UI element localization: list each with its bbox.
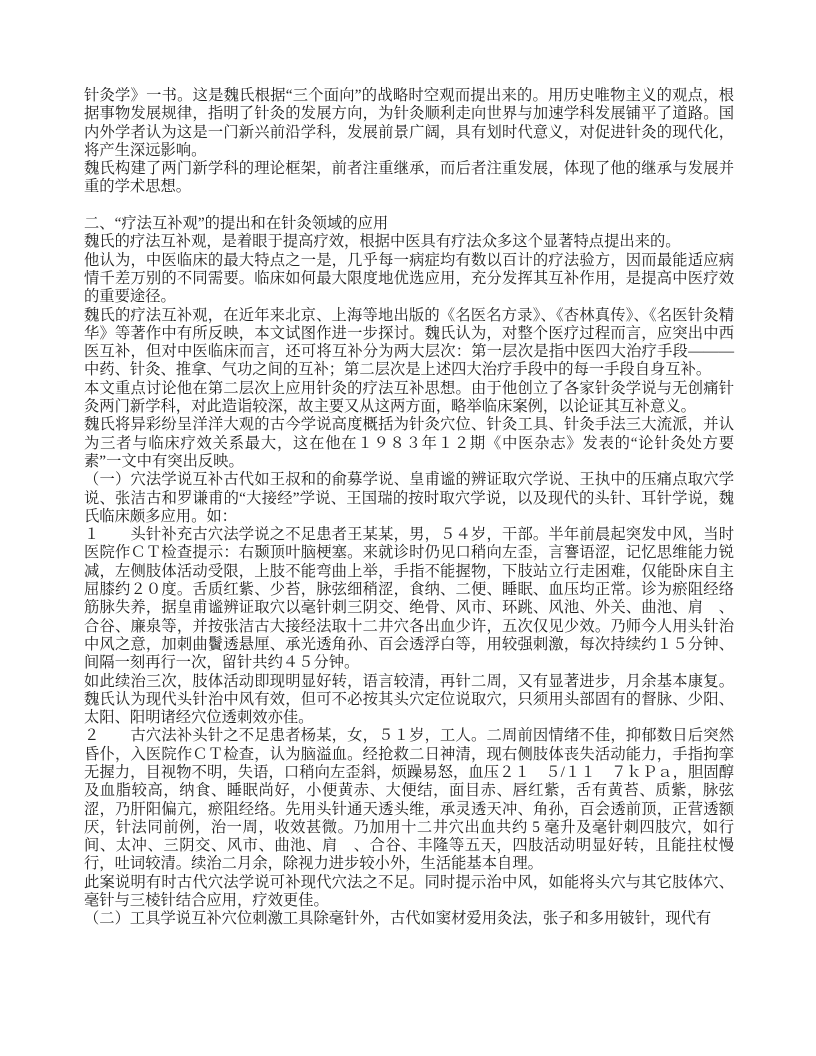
text-paragraph: 针灸学》一书。这是魏氏根据“三个面向”的战略时空观而提出来的。用历史唯物主义的观点，根据事物发展规律，指明了针灸的发展方向，为针灸顺利走向世界与加速学科发展铺平了道路。国内外学者认为这是一门新兴前沿学科，发展前景广阔，具有划时代意义，对促进针灸的现代化，将产生深远影响。	[84, 87, 734, 159]
text-paragraph: 此案说明有时古代穴法学说可补现代穴法之不足。同时提示治中风，如能将头穴与其它肢体穴、毫针与三棱针结合应用，疗效更佳。	[84, 873, 734, 910]
text-paragraph: 魏氏的疗法互补观，在近年来北京、上海等地出版的《名医名方录》、《杏林真传》、《名医针灸精华》等著作中有所反映，本文试图作进一步探讨。魏氏认为，对整个医疗过程而言，应突出中西医互补，但对中医临床而言，还可将互补分为两大层次：第一层次是指中医四大治疗手段———中药、针灸、推拿、气功之间的互补；第二层次是上述四大治疗手段中的每一手段自身互补。	[84, 306, 734, 379]
text-paragraph: 二、“疗法互补观”的提出和在针灸领域的应用	[84, 215, 389, 233]
blank-line	[84, 197, 734, 215]
text-paragraph: 魏氏的疗法互补观，是着眼于提高疗效，根据中医具有疗法众多这个显著特点提出来的。	[84, 233, 681, 251]
text-paragraph: （二）工具学说互补穴位刺激工具除毫针外，古代如窦材爱用灸法，张子和多用铍针，现代有	[84, 910, 712, 928]
text-paragraph: ２ 古穴法补头针之不足患者杨某，女，５１岁，工人。二周前因情绪不佳，抑郁数日后突然昏仆，入医院作ＣＴ检查，认为脑溢血。经抢救二日神清，现右侧肢体丧失活动能力，手指拘挛无握力，目视物不明，失语，口稍向左歪斜，烦躁易怒，血压２１ ５/１１ ７ｋＰａ，胆固醇及血脂较高，纳食、睡眠尚好，小便黄赤、大便结，面目赤、唇红紫，舌有黄苔、质紫，脉弦涩，乃肝阳偏亢，瘀阻经络。先用头针通天透头维，承灵透天冲、角孙，百会透前顶，正营透额厌，针法同前例，治一周，收效甚微。乃加用十二井穴出血共约 5 毫升及毫针刺四肢穴，如行间、太冲、三阴交、风市、曲池、肩 、合谷、丰隆等五天，四肢活动明显好转，且能拄杖慢行，吐词较清。续治二月余，除视力进步较小外，生活能基本自理。	[84, 727, 734, 873]
text-paragraph: １ 头针补充古穴法学说之不足患者王某某，男，５４岁，干部。半年前晨起突发中风，当时医院作ＣＴ检查提示：右颞顶叶脑梗塞。来就诊时仍见口稍向左歪，言謇语涩，记忆思维能力锐减，左侧肢体活动受限，上肢不能弯曲上举，手指不能握物，下肢站立行走困难，仅能卧床自主屈膝约２０度。舌质红紫、少苔，脉弦细稍涩，食纳、二便、睡眠、血压均正常。诊为瘀阻经络筋脉失养，据皇甫谧辨证取穴以毫针刺三阴交、绝骨、风市、环跳、风池、外关、曲池、肩 、合谷、廉泉等，并按张洁古大接经法取十二井穴各出血少许，五次仅见少效。乃师今人用头针治中风之意，加刺曲鬢透悬厘、承光透角孙、百会透浮白等，用较强刺激，每次持续约１５分钟、间隔一刻再行一次，留针共约４５分钟。	[84, 526, 734, 672]
text-paragraph: 他认为，中医临床的最大特点之一是，几乎每一病症均有数以百计的疗法验方，因而最能适应病情千差万别的不同需要。临床如何最大限度地优选应用，充分发挥其互补作用，是提高中医疗效的重要途径。	[84, 251, 734, 306]
text-paragraph: 魏氏将异彩纷呈洋洋大观的古今学说高度概括为针灸穴位、针灸工具、针灸手法三大流派，并认为三者与临床疗效关系最大，这在他在１９８３年１２期《中医杂志》发表的“论针灸处方要素”一文中有突出反映。	[84, 416, 734, 470]
text-paragraph: 本文重点讨论他在第二层次上应用针灸的疗法互补思想。由于他创立了各家针灸学说与无创痛针灸两门新学科，对此造诣较深，故主要又从这两方面，略举临床案例，以论证其互补意义。	[84, 379, 734, 416]
text-paragraph: 魏氏构建了两门新学科的理论框架，前者注重继承，而后者注重发展，体现了他的继承与发展并重的学术思想。	[84, 160, 734, 196]
text-paragraph: 如此续治三次，肢体活动即现明显好转，语言较清，再针二周，又有显著进步，月余基本康复。魏氏认为现代头针治中风有效，但可不必按其头穴定位说取穴，只须用头部固有的督脉、少阳、太阳、阳明诸经穴位透刺效亦佳。	[84, 672, 734, 727]
document-text-column	[84, 87, 734, 929]
text-paragraph: （一）穴法学说互补古代如王叔和的俞募学说、皇甫谧的辨证取穴学说、王执中的压痛点取穴学说、张洁古和罗谦甫的“大接经”学说、王国瑞的按时取穴学说，以及现代的头针、耳针学说，魏氏临床颇多应用。如：	[84, 471, 734, 525]
